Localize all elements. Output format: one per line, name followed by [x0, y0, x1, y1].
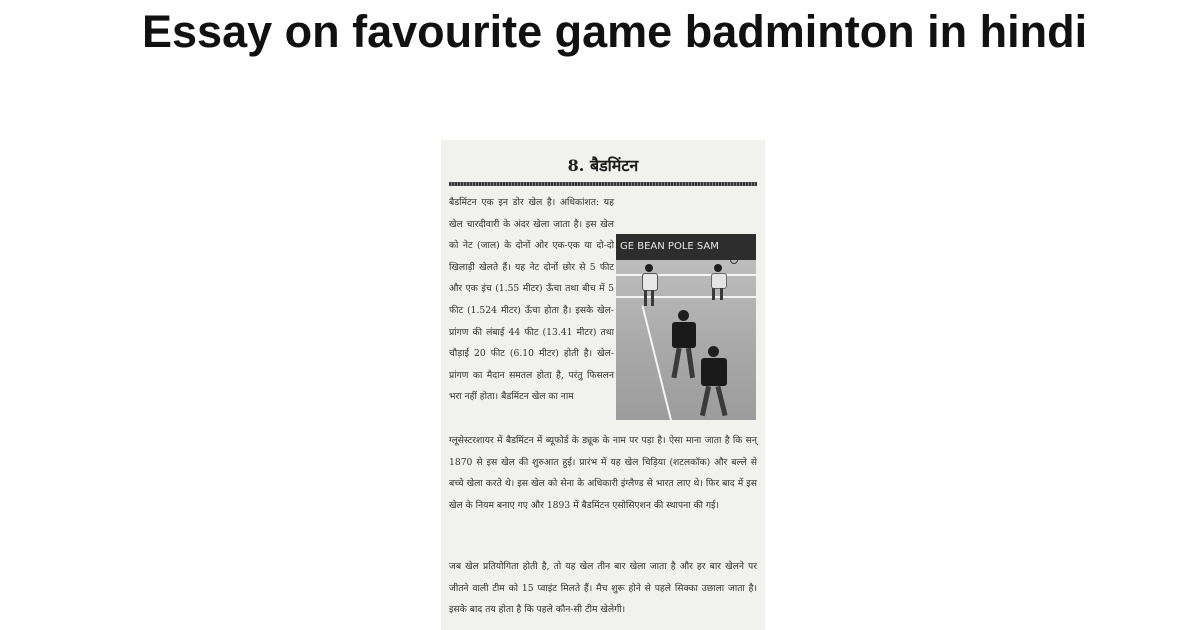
player-torso [642, 273, 658, 291]
player-torso [701, 358, 727, 386]
player-leg [644, 290, 647, 306]
player-torso [711, 273, 727, 289]
essay-paragraph-2: ग्लूसेस्टरशायर में बैडमिंटन में ब्यूफोर्ड के ड्यूक के नाम पर पड़ा है। ऐसा माना जाता है कि सन् 1870 से इस खेल की शुरुआत हुई। प्रारंभ में यह खेल चिड़िया (शटलकॉक) और बल्ले से बच्चे खेला करते थे। इस खेल को सेना के अधिकारी इंग्लैण्ड से भारत लाए थे। फिर बाद में इस खेल के नियम बनाए गए और 1893 में बैडमिंटन एसोसिएशन की स्थापना की गई। [449, 435, 757, 511]
badminton-photo [616, 234, 756, 420]
player-leg [671, 348, 681, 378]
chapter-heading: 8. बैडमिंटन [567, 156, 639, 175]
court-line [616, 296, 756, 298]
essay-paragraph-3: जब खेल प्रतियोगिता होती है, तो यह खेल तीन बार खेला जाता है और हर बार खेलने पर जीतने वाली टीम को 15 प्वाइंट मिलते हैं। मैच शुरू होने से पहले सिक्का उछाला जाता है। इसके बाद तय होता है कि पहले कौन-सी टीम खेलेगी। [449, 561, 757, 616]
player-head [645, 264, 653, 272]
player-leg [720, 288, 723, 300]
player-torso [672, 322, 696, 348]
player-leg [715, 386, 727, 416]
essay-paragraph-1: बैडमिंटन एक इन डोर खेल है। अधिकांशत: यह खेल चारदीवारी के अंदर खेला जाता है। इस खेल को नेट (जाल) के दोनों ओर एक-एक या दो-दो खिलाड़ी खेलते हैं। यह नेट दोनों छोर से 5 फीट और एक इंच (1.55 मीटर) ऊँचा तथा बीच में 5 फीट (1.524 मीटर) ऊँचा होता है। इसके खेल-प्रांगण की लंबाई 44 फीट (13.41 मीटर) तथा चौड़ाई 20 फीट (6.10 मीटर) होती है। खेल-प्रांगण का मैदान समतल होता है, परंतु फिसलन भरा नहीं होता। बैडमिंटन खेल का नाम [449, 197, 614, 403]
player-head [708, 346, 719, 357]
page-title: Essay on favourite game badminton in hindi [142, 6, 1088, 57]
player-leg [651, 290, 654, 306]
heading-divider [449, 182, 757, 186]
racket-icon [730, 256, 738, 264]
photo-banner: GE BEAN POLE SAM [616, 234, 756, 260]
player-leg [712, 288, 715, 300]
court-line [642, 306, 673, 420]
player-leg [700, 386, 711, 416]
player-head [714, 264, 722, 272]
player-head [678, 310, 689, 321]
player-leg [686, 348, 695, 378]
scanned-essay-page [441, 140, 765, 630]
court-line [616, 274, 756, 276]
